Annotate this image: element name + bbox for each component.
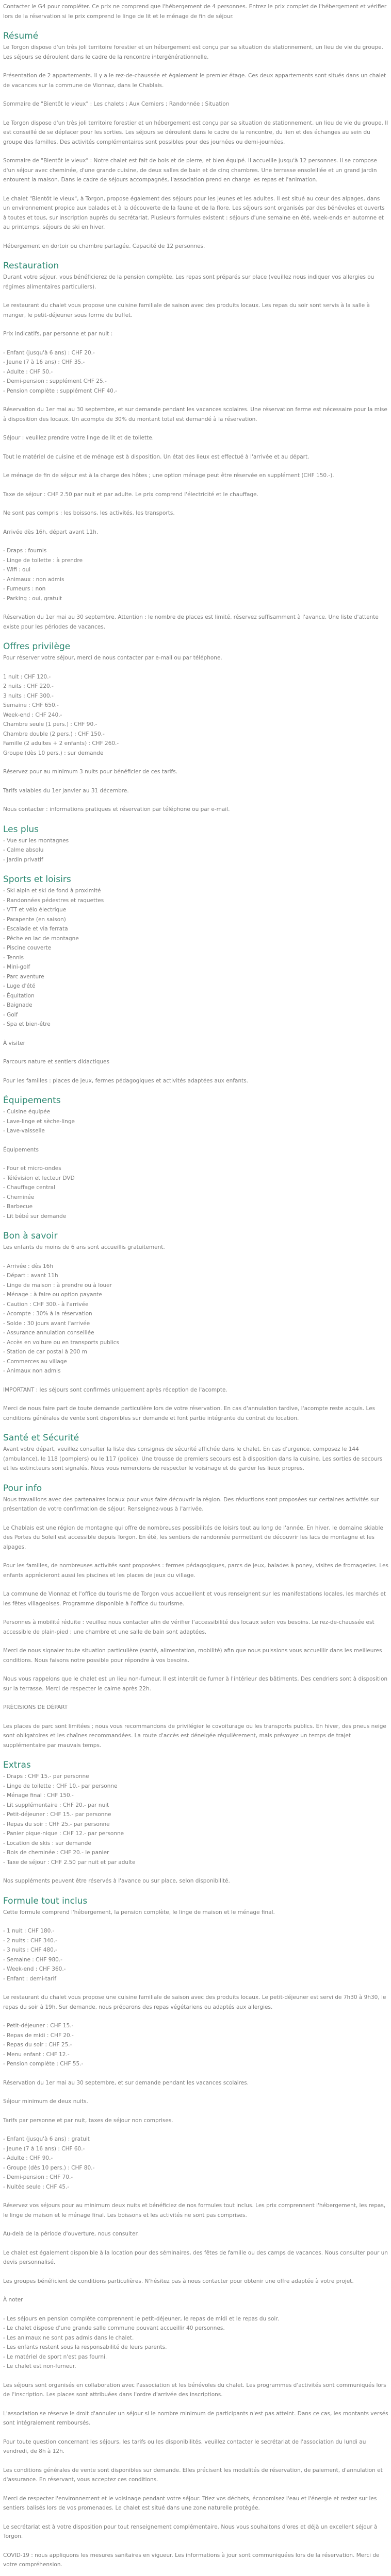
bullet-list	[3, 836, 388, 865]
list-item: - Repas du soir : CHF 25.- par personne	[3, 1821, 110, 1827]
bullet-list	[3, 2314, 388, 2371]
list-item: 3 nuits : CHF 300.-	[3, 692, 54, 699]
list-item: - Taxe de séjour : CHF 2.50 par nuit et par adulte	[3, 1859, 136, 1866]
list-item: - VTT et vélo électrique	[3, 907, 67, 913]
section-heading: Équipements	[3, 1095, 61, 1106]
list-item: - Lave-vaisselle	[3, 1128, 45, 1134]
text-block	[3, 1876, 388, 1886]
paragraph: Au-delà de la période d'ouverture, nous consulter.	[3, 2231, 139, 2237]
paragraph: Merci de nous signaler toute situation particulière (santé, alimentation, mobilité) afin que nous puissions vous accueillir dans les meilleures conditions. Nous faisons notre possible pour répondre à vos besoins.	[3, 1648, 382, 1664]
text-block	[3, 767, 388, 795]
section-heading: Bon à savoir	[3, 1231, 58, 1241]
list-item: - Pêche en lac de montagne	[3, 935, 79, 942]
paragraph: Arrivée dès 16h, départ avant 11h.	[3, 529, 99, 535]
list-item: - Location de skis : sur demande	[3, 1840, 91, 1846]
section-heading: Les plus	[3, 824, 39, 835]
section-heading: Résumé	[3, 31, 39, 41]
paragraph: Pour réserver votre séjour, merci de nous contacter par e-mail ou par téléphone.	[3, 655, 222, 661]
paragraph: COVID-19 : nous appliquons les mesures sanitaires en vigueur. Les informations à jour sont communiquées lors de la réservation. Merci de votre compréhension.	[3, 2552, 380, 2568]
list-item: - Spa et bien-être	[3, 1021, 51, 1027]
section-heading: Formule tout inclus	[3, 1895, 88, 1906]
list-item: - Groupe (dès 10 pers.) : CHF 80.-	[3, 2164, 95, 2171]
paragraph: Contacter le G4 pour compléter. Ce prix ne comprend que l'hébergement de 4 personnes. Entrez le prix complet de l'hébergement et vérifier lors de la réservation si le prix comprend le linge de lit et le ménage de fin de séjour.	[3, 4, 387, 20]
list-item: - Piscine couverte	[3, 945, 52, 951]
bullet-list	[3, 886, 388, 1029]
paragraph: Sommaire de "Bientôt le vieux" : Les chalets ; Aux Cerniers ; Randonnée ; Situation	[3, 101, 230, 107]
section-equipements	[3, 1095, 388, 1136]
text-block	[3, 2381, 388, 2485]
paragraph: IMPORTANT : les séjours sont confirmés uniquement après réception de l'acompte.	[3, 1386, 227, 1393]
list-item: - Les séjours en pension complète comprennent le petit-déjeuner, le repas de midi et le repas du soir.	[3, 2315, 280, 2322]
list-item: Chambre seule (1 pers.) : CHF 90.-	[3, 721, 97, 727]
list-item: - Assurance annulation conseillée	[3, 1330, 94, 1336]
list-item: - Ménage final : CHF 150.-	[3, 1792, 74, 1799]
list-item: - Linge de toilette : à prendre	[3, 557, 83, 564]
list-item: - Calme absolu	[3, 847, 44, 853]
paragraph: Le Torgon dispose d'un très joli territoire forestier et un hébergement est conçu par sa situation de stationnement, un lieu de vie du groupe. Il est conseillé de se déplacer pour les sorties. Les séjours se déroulent dans le cadre de la rencontre, du lien et des échanges au sein du groupe des familles. Des activités complémentaires sont possibles pour des journées ou demi-journées.	[3, 120, 388, 145]
list-item: - Le chalet dispose d'une grande salle commune pouvant accueillir 40 personnes.	[3, 2325, 225, 2331]
list-item: - Parc aventure	[3, 973, 44, 980]
paragraph: Pour toute question concernant les séjours, les tarifs ou les disponibilités, veuillez contacter le secrétariat de l'association du lundi au vendredi, de 8h à 12h.	[3, 2438, 366, 2454]
paragraph: Parcours nature et sentiers didactiques	[3, 1059, 109, 1065]
list-item: - Lit supplémentaire : CHF 20.- par nuit	[3, 1802, 109, 1808]
list-item: - Adulte : CHF 90.-	[3, 2155, 53, 2161]
list-item: - Jardin privatif	[3, 856, 43, 863]
list-item: 1 nuit : CHF 120.-	[3, 673, 51, 680]
paragraph: Réservez vos séjours pour au minimum deux nuits et bénéficiez de nos formules tout inclus. Les prix comprennent l'hébergement, les repas, le linge de maison et le ménage final. Les boissons et les activités ne sont pas comprises.	[3, 2202, 386, 2218]
list-item: - Escalade et via ferrata	[3, 926, 68, 932]
paragraph: Ne sont pas compris : les boissons, les activités, les transports.	[3, 510, 175, 516]
list-item: - Départ : avant 11h	[3, 1273, 58, 1279]
bullet-list	[3, 348, 388, 396]
list-item: - Nuitée seule : CHF 45.-	[3, 2183, 70, 2190]
list-item: - Vue sur les montagnes	[3, 837, 69, 844]
paragraph: Tarifs valables du 1er janvier au 31 décembre.	[3, 787, 129, 794]
paragraph: Nous vous rappelons que le chalet est un lieu non-fumeur. Il est interdit de fumer à l'intérieur des bâtiments. Des cendriers sont à disposition sur la terrasse. Merci de respecter le calme après 22h.	[3, 1676, 388, 1692]
list-item: - Cheminée	[3, 1194, 35, 1200]
paragraph: Personnes à mobilité réduite : veuillez nous contacter afin de vérifier l'accessibilité des locaux selon vos besoins. Le rez-de-chaussée est accessible de plain-pied ; une chambre et une salle de bain sont adaptées.	[3, 1619, 374, 1635]
list-item: - Les enfants restent sous la responsabilité de leurs parents.	[3, 2344, 167, 2350]
list-item: - Mini-golf	[3, 964, 30, 970]
list-item: - Enfant : demi-tarif	[3, 1975, 57, 1982]
list-item: - Animaux non admis	[3, 1368, 61, 1374]
paragraph: Les places de parc sont limitées ; nous vous recommandons de privilégier le covoiturage ou les transports publics. En hiver, des pneus neige sont obligatoires et les chaînes recommandées. La route d'accès est déneigée régulièrement, mais prévoyez un temps de trajet supplémentaire par mauvais temps.	[3, 1723, 386, 1749]
paragraph: Présentation de 2 appartements. Il y a le rez-de-chaussée et également le premier étage. Ces deux appartements sont situés dans un chalet de vacances sur la commune de Vionnaz, dans le Chablais.	[3, 73, 386, 89]
list-item: - Pension complète : CHF 55.-	[3, 2061, 84, 2067]
list-item: - Barbecue	[3, 1204, 33, 1210]
list-item: - Bois de cheminée : CHF 20.- le panier	[3, 1850, 109, 1856]
list-item: Famille (2 adultes + 2 enfants) : CHF 260.-	[3, 740, 119, 747]
list-item: - Repas du soir : CHF 25.-	[3, 2042, 72, 2048]
paragraph: Le Chablais est une région de montagne qui offre de nombreuses possibilités de loisirs tout au long de l'année. En hiver, le domaine skiable des Portes du Soleil est accessible depuis Torgon. En été, les sentiers de randonnée permettent de découvrir les lacs de montagne et les alpages.	[3, 1524, 383, 1550]
list-item: - Luge d'été	[3, 983, 36, 989]
list-item: - Lit bébé sur demande	[3, 1213, 67, 1219]
list-item: - Demi-pension : supplément CHF 25.-	[3, 378, 107, 384]
list-item: Groupe (dès 10 pers.) : sur demande	[3, 750, 104, 756]
text-block	[3, 2295, 388, 2371]
list-item: - Ménage : à faire ou option payante	[3, 1292, 102, 1298]
paragraph: Le chalet est également disponible à la location pour des séminaires, des fêtes de famille ou des camps de vacances. Nous consulter pour un devis personnalisé.	[3, 2249, 388, 2265]
paragraph: Durant votre séjour, vous bénéficierez de la pension complète. Les repas sont préparés sur place (veuillez nous indiquer vos allergies ou régimes alimentaires particuliers).	[3, 274, 374, 290]
section-offres-privilege	[3, 641, 388, 758]
list-item: - Draps : CHF 15.- par personne	[3, 1773, 89, 1780]
paragraph: Réservez pour au minimum 3 nuits pour bénéficier de ces tarifs.	[3, 769, 178, 775]
bullet-list	[3, 672, 388, 758]
list-item: - Baignade	[3, 1002, 32, 1008]
bullet-list	[3, 1772, 388, 1867]
paragraph: Séjour minimum de deux nuits.	[3, 2098, 88, 2105]
list-item: - Animaux : non admis	[3, 576, 64, 583]
bullet-list	[3, 2134, 388, 2192]
list-item: - Repas de midi : CHF 20.-	[3, 2032, 74, 2039]
list-item: - Arrivée : dès 16h	[3, 1263, 53, 1269]
text-block	[3, 118, 388, 251]
bullet-list	[3, 546, 388, 603]
paragraph: Les conditions générales de vente sont disponibles sur demande. Elles précisent les modalités de réservation, de paiement, d'annulation et d'assurance. En réservant, vous acceptez ces conditions.	[3, 2467, 383, 2483]
section-bon-a-savoir	[3, 1230, 388, 1376]
paragraph: Prix indicatifs, par personne et par nuit :	[3, 331, 113, 337]
section-extras	[3, 1759, 388, 1867]
bullet-list	[3, 2021, 388, 2069]
list-item: - Fumeurs : non	[3, 586, 46, 592]
list-item: - Randonnées pédestres et raquettes	[3, 897, 104, 904]
list-item: - Golf	[3, 1011, 18, 1018]
paragraph: Nos suppléments peuvent être réservés à l'avance ou sur place, selon disponibilité.	[3, 1878, 230, 1884]
text-block	[3, 805, 388, 815]
list-item: - Solde : 30 jours avant l'arrivée	[3, 1320, 90, 1327]
paragraph: Les séjours sont organisés en collaboration avec l'association et les bénévoles du chalet. Les programmes d'activités sont communiqués lors de l'inscription. Les places sont attribuées dans l'ordre d'arrivée des inscriptions.	[3, 2382, 386, 2398]
list-item: - Adulte : CHF 50.-	[3, 368, 53, 375]
text-block	[3, 1993, 388, 2069]
section-heading: Santé et Sécurité	[3, 1433, 79, 1443]
list-item: - Ski alpin et ski de fond à proximité	[3, 888, 101, 894]
list-item: - Le chalet est non-fumeur.	[3, 2363, 76, 2369]
paragraph: Hébergement en dortoir ou chambre partagée. Capacité de 12 personnes.	[3, 243, 205, 249]
list-item: - Demi-pension : CHF 70.-	[3, 2174, 73, 2180]
list-item: - Petit-déjeuner : CHF 15.-	[3, 2023, 74, 2029]
list-item: - Le matériel de sport n'est pas fourni.	[3, 2353, 107, 2360]
text-block	[3, 1145, 388, 1222]
paragraph: Le restaurant du chalet vous propose une cuisine familiale de saison avec des produits locaux. Les repas du soir sont servis à la salle à manger, le petit-déjeuner sous forme de buffet.	[3, 302, 370, 318]
list-item: - 3 nuits : CHF 480.-	[3, 1947, 57, 1953]
list-item: 2 nuits : CHF 220.-	[3, 683, 54, 689]
paragraph: Tarifs par personne et par nuit, taxes de séjour non comprises.	[3, 2117, 173, 2124]
text-block	[3, 490, 388, 518]
paragraph: Taxe de séjour : CHF 2.50 par nuit et par adulte. Le prix comprend l'électricité et le chauffage.	[3, 491, 258, 498]
list-item: - Enfant (jusqu'à 6 ans) : CHF 20.-	[3, 349, 95, 356]
section-heading: Restauration	[3, 261, 59, 271]
paragraph: À noter	[3, 2297, 23, 2303]
text-block	[3, 1703, 388, 1750]
list-item: - Parapente (en saison)	[3, 916, 66, 923]
paragraph: Pour les familles, de nombreuses activités sont proposées : fermes pédagogiques, parcs de jeux, balades à poney, visites de fromageries. Les enfants apprécieront aussi les piscines et les places de jeux du village.	[3, 1563, 388, 1579]
paragraph: Les enfants de moins de 6 ans sont accueillis gratuitement.	[3, 1244, 165, 1250]
text-block	[3, 2201, 388, 2286]
list-item: - 2 nuits : CHF 340.-	[3, 1937, 57, 1944]
paragraph: Le chalet "Bientôt le vieux", à Torgon, propose également des séjours pour les jeunes et les adultes. Il est situé au cœur des alpages, dans un environnement propice aux balades et à la découverte de la faune et de la flore. Les séjours sont organisés par des bénévoles et ouverts à toutes et tous, sur inscription auprès du secrétariat. Plusieurs formules existent : séjours d'une semaine en été, week-ends en automne et au printemps, séjours de ski en hiver.	[3, 195, 385, 230]
paragraph: Avant votre départ, veuillez consulter la liste des consignes de sécurité affichée dans le chalet. En cas d'urgence, composez le 144 (ambulance), le 118 (pompiers) ou le 117 (police). Une trousse de premiers secours est à disposition dans la cuisine. Les sorties de secours et les extincteurs sont signalés. Nous vous remercions de respecter le voisinage et de garder les lieux propres.	[3, 1446, 383, 1471]
list-item: - Panier pique-nique : CHF 12.- par personne	[3, 1831, 124, 1837]
list-item: - Semaine : CHF 980.-	[3, 1956, 62, 1963]
section-pour-info	[3, 1483, 388, 1694]
list-item: - Télévision et lecteur DVD	[3, 1175, 75, 1181]
list-item: - Caution : CHF 300.- à l'arrivée	[3, 1301, 89, 1308]
paragraph: Nous travaillons avec des partenaires locaux pour vous faire découvrir la région. Des réductions sont proposées sur certaines activités sur présentation de votre confirmation de séjour. Renseignez-vous à l'arrivée.	[3, 1496, 379, 1512]
list-item: - Cuisine équipée	[3, 1109, 51, 1115]
list-item: - Chauffage central	[3, 1184, 56, 1191]
text-block	[3, 528, 388, 604]
paragraph: À visiter	[3, 1040, 25, 1046]
section-formule-tout-inclus	[3, 1895, 388, 1984]
section-heading: Pour info	[3, 1483, 42, 1494]
list-item: - Week-end : CHF 360.-	[3, 1966, 66, 1972]
list-item: - Tennis	[3, 954, 24, 961]
paragraph: Équipements	[3, 1146, 39, 1153]
paragraph: Le restaurant du chalet vous propose une cuisine familiale de saison avec des produits locaux. Le petit-déjeuner est servi de 7h30 à 9h30, le repas du soir à 19h. Sur demande, nous préparons des repas végétariens ou adaptés aux allergies.	[3, 1994, 386, 2010]
section-sante-et-securite	[3, 1432, 388, 1473]
list-item: Chambre double (2 pers.) : CHF 150.-	[3, 731, 105, 737]
section-heading: Offres privilège	[3, 641, 71, 652]
paragraph: Cette formule comprend l'hébergement, la pension complète, le linge de maison et le ménage final.	[3, 1909, 275, 1916]
section-heading: Extras	[3, 1760, 31, 1770]
paragraph: Nous contacter : informations pratiques et réservation par téléphone ou par e-mail.	[3, 806, 230, 812]
paragraph: Réservation du 1er mai au 30 septembre, et sur demande pendant les vacances scolaires. Une réservation ferme est nécessaire pour la mise à disposition des locaux. Un acompte de 30% du montant total est demandé à la réservation.	[3, 406, 387, 422]
paragraph: Pour les familles : places de jeux, fermes pédagogiques et activités adaptées aux enfants.	[3, 1077, 249, 1084]
text-block	[3, 1039, 388, 1086]
section-resume	[3, 30, 388, 109]
paragraph: L'association se réserve le droit d'annuler un séjour si le nombre minimum de participants n'est pas atteint. Dans ce cas, les montants versés sont intégralement remboursés.	[3, 2410, 388, 2426]
list-item: - Menu enfant : CHF 12.-	[3, 2051, 70, 2058]
paragraph: Le secrétariat est à votre disposition pour tout renseignement complémentaire. Nous vous souhaitons d'ores et déjà un excellent séjour à Torgon.	[3, 2523, 378, 2539]
paragraph: Merci de respecter l'environnement et le voisinage pendant votre séjour. Triez vos déchets, économisez l'eau et l'énergie et restez sur les sentiers balisés lors de vos promenades. Le chalet est situé dans une zone naturelle protégée.	[3, 2495, 377, 2511]
list-item: - Parking : oui, gratuit	[3, 595, 62, 602]
paragraph: Séjour : veuillez prendre votre linge de lit et de toilette.	[3, 435, 154, 441]
paragraph: PRÉCISIONS DE DÉPART	[3, 1704, 68, 1710]
list-item: - Linge de toilette : CHF 10.- par personne	[3, 1783, 118, 1789]
bullet-list	[3, 1107, 388, 1136]
list-item: Week-end : CHF 240.-	[3, 711, 62, 718]
list-item: Semaine : CHF 650.-	[3, 702, 59, 708]
list-item: - Four et micro-ondes	[3, 1165, 61, 1172]
text-block	[3, 1385, 388, 1423]
text-block	[3, 2494, 388, 2541]
section-les-plus	[3, 824, 388, 865]
list-item: - Commerces au village	[3, 1358, 67, 1365]
section-sports-et-loisirs	[3, 874, 388, 1029]
section-heading: Sports et loisirs	[3, 874, 71, 885]
paragraph: Tout le matériel de cuisine et de ménage est à disposition. Un état des lieux est effectué à l'arrivée et au départ.	[3, 453, 309, 460]
text-block	[3, 301, 388, 396]
list-item: - Enfant (jusqu'à 6 ans) : gratuit	[3, 2136, 90, 2142]
paragraph: Réservation du 1er mai au 30 septembre, et sur demande pendant les vacances scolaires.	[3, 2079, 249, 2086]
paragraph: Les groupes bénéficient de conditions particulières. N'hésitez pas à nous contacter pour obtenir une offre adaptée à votre projet.	[3, 2278, 354, 2284]
paragraph: Sommaire de "Bientôt le vieux" : Notre chalet est fait de bois et de pierre, et bien équipé. Il accueille jusqu'à 12 personnes. Il se compose d'un séjour avec cheminée, d'une grande cuisine, de deux salles de bain et de cinq chambres. Une terrasse ensoleillée et un grand jardin entourent la maison. Dans le cadre de séjours accompagnés, l'association prend en charge les repas et l'animation.	[3, 158, 377, 183]
list-item: - Accès en voiture ou en transports publics	[3, 1339, 119, 1346]
list-item: - Linge de maison : à prendre ou à louer	[3, 1282, 112, 1289]
list-item: - Petit-déjeuner : CHF 15.- par personne	[3, 1811, 111, 1818]
bullet-list	[3, 1164, 388, 1221]
list-item: - Draps : fournis	[3, 548, 47, 554]
section-restauration	[3, 260, 388, 292]
list-item: - 1 nuit : CHF 180.-	[3, 1928, 55, 1934]
text-block	[3, 613, 388, 632]
list-item: - Les animaux ne sont pas admis dans le chalet.	[3, 2334, 134, 2341]
bullet-list	[3, 1926, 388, 1984]
paragraph: La commune de Vionnaz et l'office du tourisme de Torgon vous accueillent et vous renseignent sur les manifestations locales, les marchés et les fêtes villageoises. Programme disponible à l'office du tourisme.	[3, 1591, 386, 1607]
text-block	[3, 2551, 388, 2570]
list-item: - Wifi : oui	[3, 567, 31, 573]
list-item: - Jeune (7 à 16 ans) : CHF 60.-	[3, 2145, 85, 2152]
list-item: - Station de car postal à 200 m	[3, 1349, 87, 1355]
paragraph: Réservation du 1er mai au 30 septembre. Attention : le nombre de places est limité, réservez suffisamment à l'avance. Une liste d'attente existe pour les périodes de vacances.	[3, 614, 379, 630]
list-item: - Acompte : 30% à la réservation	[3, 1311, 92, 1317]
bullet-list	[3, 1262, 388, 1376]
list-item: - Équitation	[3, 992, 35, 999]
list-item: - Pension complète : supplément CHF 40.-	[3, 387, 117, 394]
text-block	[3, 2, 388, 21]
list-item: - Jeune (7 à 16 ans) : CHF 35.-	[3, 359, 85, 365]
text-block	[3, 2078, 388, 2192]
paragraph: Merci de nous faire part de toute demande particulière lors de votre réservation. En cas d'annulation tardive, l'acompte reste acquis. Les conditions générales de vente sont disponibles sur demande et font partie intégrante du contrat de location.	[3, 1405, 376, 1421]
list-item: - Lave-linge et sèche-linge	[3, 1118, 75, 1125]
paragraph: Le Torgon dispose d'un très joli territoire forestier et un hébergement est conçu par sa situation de stationnement, un lieu de vie du groupe. Les séjours se déroulent dans le cadre de la rencontre intergénérationnelle.	[3, 44, 383, 60]
text-block	[3, 405, 388, 481]
paragraph: Le ménage de fin de séjour est à la charge des hôtes ; une option ménage peut être réservée en supplément (CHF 150.-).	[3, 472, 334, 479]
